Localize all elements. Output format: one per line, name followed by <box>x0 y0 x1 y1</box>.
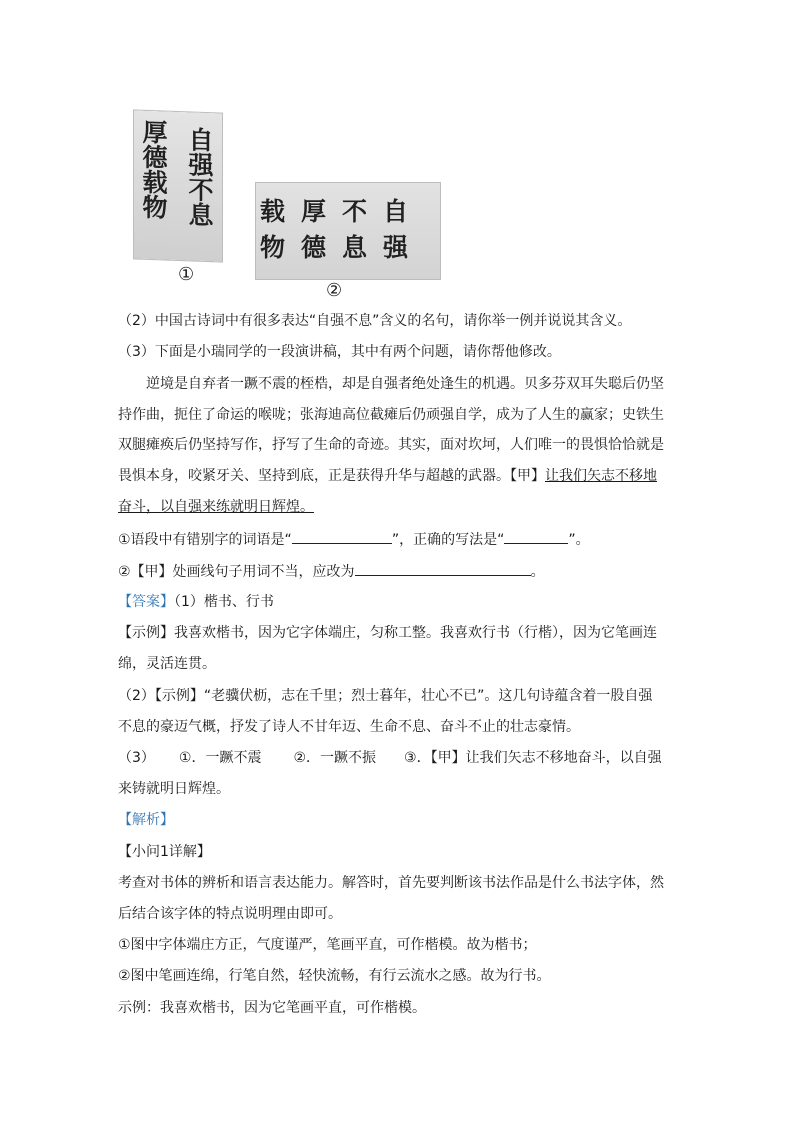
analysis-line-2: 后结合该字体的特点说明理由即可。 <box>118 906 342 922</box>
sub-question-1-text-c: ”。 <box>568 532 590 548</box>
answer-2-line-1 <box>118 686 652 706</box>
answer-3-number: （3） <box>118 750 155 766</box>
calligraphy-column-right: 自强不息 <box>185 126 214 228</box>
answer-2-text-a: “老骥伏枥，志在千里；烈士暮年，壮心不已”。这几句诗蕴含着一股自强 <box>203 688 653 704</box>
speech-line-1: 逆境是自弃者一蹶不震的桎梏，却是自强者绝处逢生的机遇。贝多芬双耳失聪后仍坚 <box>146 376 664 392</box>
jia-mark: 【甲】 <box>510 468 545 484</box>
answer-3-part-3: ③．【甲】让我们矢志不移地奋斗，以自强 <box>404 750 662 766</box>
answer-2-example-tag: 【示例】 <box>154 688 204 704</box>
sub-question-1-text-b: ”，正确的写法是“ <box>391 532 505 548</box>
example-line-2: 绵，灵活连贯。 <box>118 656 216 672</box>
analysis-line-4: ②图中笔画连绵，行笔自然，轻快流畅，有行云流水之感。故为行书。 <box>118 968 551 984</box>
answer-blank-2 <box>504 529 568 544</box>
analysis-tag: 【解析】 <box>118 812 174 828</box>
calligraphy-image-1 <box>134 110 222 261</box>
calligraphy-image-2 <box>256 183 440 279</box>
answer-tag: 【答案】 <box>118 594 174 610</box>
sub-question-1-text-a: ①语段中有错别字的词语是“ <box>118 532 292 548</box>
answer-3-part-2: ②．一蹶不振 <box>293 750 377 766</box>
example-tag: 【示例】 <box>118 625 174 641</box>
answer-1: （1）楷书、行书 <box>174 594 274 610</box>
sub-question-2-text-a: ②【甲】处画线句子用词不当，应改为 <box>118 564 355 580</box>
answer-3-line-1 <box>118 748 662 768</box>
answer-2-number: （2） <box>118 688 155 704</box>
example-1-text: 我喜欢楷书，因为它字体端庄，匀称工整。我喜欢行书（行楷），因为它笔画连 <box>174 625 657 641</box>
speech-line-3: 双腿瘫痪后仍坚持写作，抒写了生命的奇迹。其实，面对坎坷，人们唯一的畏惧恰恰就是 <box>118 437 664 453</box>
answer-line-1 <box>118 592 274 612</box>
sub-question-2-text-b: 。 <box>530 564 545 580</box>
answer-3-line-2: 来铸就明日辉煌。 <box>118 781 230 797</box>
analysis-line-1: 考查对书体的辨析和语言表达能力。解答时，首先要判断该书法作品是什么书法字体，然 <box>118 875 664 891</box>
calligraphy-row-top: 载厚不自 <box>260 197 425 226</box>
speech-line-4 <box>118 466 657 486</box>
question-2: （2）中国古诗词中有很多表达“自强不息”含义的名句，请你举一例并说说其含义。 <box>118 313 632 329</box>
answer-blank-1 <box>292 529 392 544</box>
figure-label-1: ① <box>178 264 195 285</box>
speech-line-4-text: 畏惧本身，咬紧牙关、坚持到底，正是获得升华与超越的武器。 <box>118 468 510 484</box>
answer-2-line-2: 不息的豪迈气概，抒发了诗人不甘年迈、生命不息、奋斗不止的壮志豪情。 <box>118 719 580 735</box>
question-3: （3）下面是小瑞同学的一段演讲稿，其中有两个问题，请你帮他修改。 <box>118 344 561 360</box>
figure-label-2: ② <box>326 280 343 301</box>
analysis-line-5: 示例：我喜欢楷书，因为它笔画平直，可作楷模。 <box>118 1000 426 1016</box>
calligraphy-column-left: 厚德载物 <box>139 118 168 220</box>
analysis-line-3: ①图中字体端庄方正，气度谨严，笔画平直，可作楷模。故为楷书； <box>118 937 537 953</box>
speech-line-2: 持作曲，扼住了命运的喉咙；张海迪高位截瘫后仍顽强自学，成为了人生的赢家；史铁生 <box>118 407 664 423</box>
example-line-1 <box>118 623 657 643</box>
sub-question-2 <box>118 561 545 582</box>
answer-blank-3 <box>355 561 531 576</box>
underlined-sentence-part-1: 让我们矢志不移地 <box>545 468 657 484</box>
calligraphy-row-bottom: 物德息强 <box>260 233 425 262</box>
sub-question-1-detail-heading: 【小问1详解】 <box>118 844 211 860</box>
underlined-sentence-part-2: 奋斗，以自强来练就明日辉煌。 <box>118 499 314 515</box>
answer-3-part-1: ①．一蹶不震 <box>178 750 262 766</box>
sub-question-1 <box>118 529 590 550</box>
